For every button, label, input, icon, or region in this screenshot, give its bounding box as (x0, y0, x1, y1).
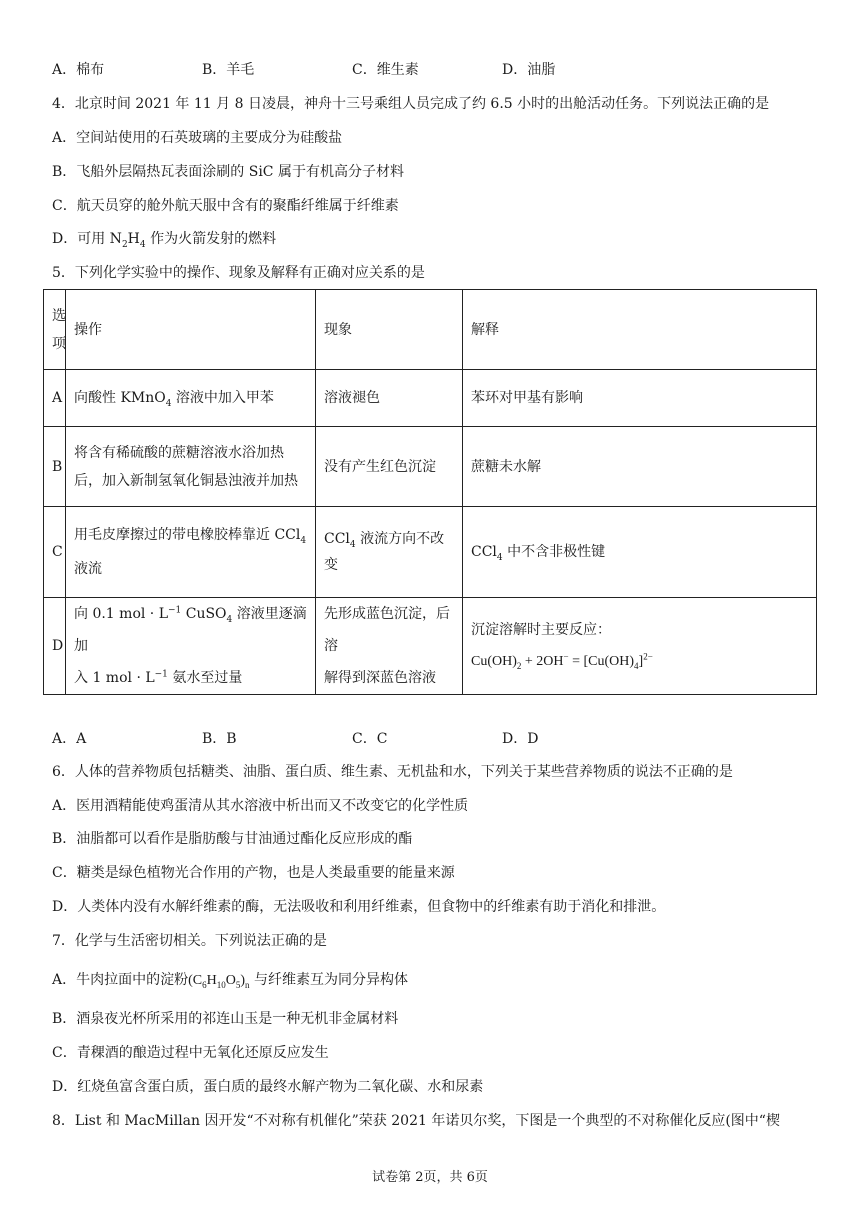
row-phenomenon: CCl$_4$ 液流方向不改变 (316, 507, 463, 598)
header-explanation: 解释 (463, 290, 817, 370)
row-explanation: 苯环对甲基有影响 (463, 370, 817, 427)
q4-option-d: D．可用 $N_2H_4$ 作为火箭发射的燃料 (52, 231, 277, 250)
table-row (44, 427, 817, 507)
row-explanation: 沉淀溶解时主要反应： $Cu(OH)_2 + 2OH^- = [Cu(OH)_4]^{2-}$ (463, 598, 817, 695)
row-label: D (44, 598, 66, 695)
header-option: 选项 (44, 290, 66, 370)
q5-option-c: C．C (352, 731, 388, 747)
q5-option-d: D．D (502, 731, 539, 747)
row-phenomenon: 先形成蓝色沉淀，后溶 解得到深蓝色溶液 (316, 598, 463, 695)
q3-option-c: C．维生素 (352, 62, 419, 78)
q3-option-a: A．棉布 (52, 62, 105, 78)
table-row (44, 598, 817, 695)
q8-stem: 8．List 和 MacMillan 因开发“不对称有机催化”荣获 2021 年诺贝尔奖，下图是一个典型的不对称催化反应(图中“楔 (52, 1113, 780, 1129)
table-header-row (44, 290, 817, 370)
row-operation: 用毛皮摩擦过的带电橡胶棒靠近 CCl$_4$ 液流 (66, 507, 316, 598)
q7-stem: 7．化学与生活密切相关。下列说法正确的是 (52, 933, 327, 949)
q6-stem: 6．人体的营养物质包括糖类、油脂、蛋白质、维生素、无机盐和水，下列关于某些营养物质的说法不正确的是 (52, 764, 733, 780)
header-operation: 操作 (66, 290, 316, 370)
row-operation: 向 0.1 mol · $L^{-1}$ CuSO$_4$ 溶液里逐滴加 入 1 mol · $L^{-1}$ 氨水至过量 (66, 598, 316, 695)
q3-option-d: D．油脂 (502, 62, 556, 78)
q5-option-a: A．A (52, 731, 87, 747)
q5-stem: 5．下列化学实验中的操作、现象及解释有正确对应关系的是 (52, 265, 425, 281)
q7-option-a: A．牛肉拉面中的淀粉$(C_6H_{10}O_5)_n$ 与纤维素互为同分异构体 (52, 972, 408, 990)
q6-option-d: D．人类体内没有水解纤维素的酶，无法吸收和利用纤维素，但食物中的纤维素有助于消化和排泄。 (52, 899, 666, 915)
row-operation: 将含有稀硫酸的蔗糖溶液水浴加热 后，加入新制氢氧化铜悬浊液并加热 (66, 427, 316, 507)
row-operation: 向酸性 KMnO$_4$ 溶液中加入甲苯 (66, 370, 316, 427)
q5-option-b: B．B (202, 731, 237, 747)
row-label: B (44, 427, 66, 507)
row-phenomenon: 溶液褪色 (316, 370, 463, 427)
q7-option-c: C．青稞酒的酿造过程中无氧化还原反应发生 (52, 1045, 329, 1061)
q6-option-a: A．医用酒精能使鸡蛋清从其水溶液中析出而又不改变它的化学性质 (52, 798, 469, 814)
row-label: A (44, 370, 66, 427)
q3-options (52, 60, 652, 80)
q7-option-d: D．红烧鱼富含蛋白质，蛋白质的最终水解产物为二氧化碳、水和尿素 (52, 1079, 484, 1095)
row-explanation: CCl$_4$ 中不含非极性键 (463, 507, 817, 598)
q6-option-c: C．糖类是绿色植物光合作用的产物，也是人类最重要的能量来源 (52, 865, 455, 881)
q7-option-b: B．酒泉夜光杯所采用的祁连山玉是一种无机非金属材料 (52, 1011, 399, 1027)
q4-option-c: C．航天员穿的舱外航天服中含有的聚酯纤维属于纤维素 (52, 198, 399, 214)
q6-option-b: B．油脂都可以看作是脂肪酸与甘油通过酯化反应形成的酯 (52, 831, 413, 847)
q4-stem: 4．北京时间 2021 年 11 月 8 日凌晨，神舟十三号乘组人员完成了约 6.5 小时的出舱活动任务。下列说法正确的是 (52, 96, 770, 112)
q5-options (52, 729, 652, 749)
row-phenomenon: 没有产生红色沉淀 (316, 427, 463, 507)
page-footer: 试卷第 2页，共 6页 (372, 1170, 488, 1185)
row-explanation: 蔗糖未水解 (463, 427, 817, 507)
reaction-equation: $Cu(OH)_2 + 2OH^- = [Cu(OH)_4]^{2-}$ (471, 651, 653, 671)
q5-table (43, 289, 817, 695)
table-row (44, 507, 817, 598)
q4-option-a: A．空间站使用的石英玻璃的主要成分为硅酸盐 (52, 130, 343, 146)
q4-option-b: B．飞船外层隔热瓦表面涂刷的 SiC 属于有机高分子材料 (52, 164, 404, 180)
row-label: C (44, 507, 66, 598)
q3-option-b: B．羊毛 (202, 62, 255, 78)
header-phenomenon: 现象 (316, 290, 463, 370)
table-row (44, 370, 817, 427)
